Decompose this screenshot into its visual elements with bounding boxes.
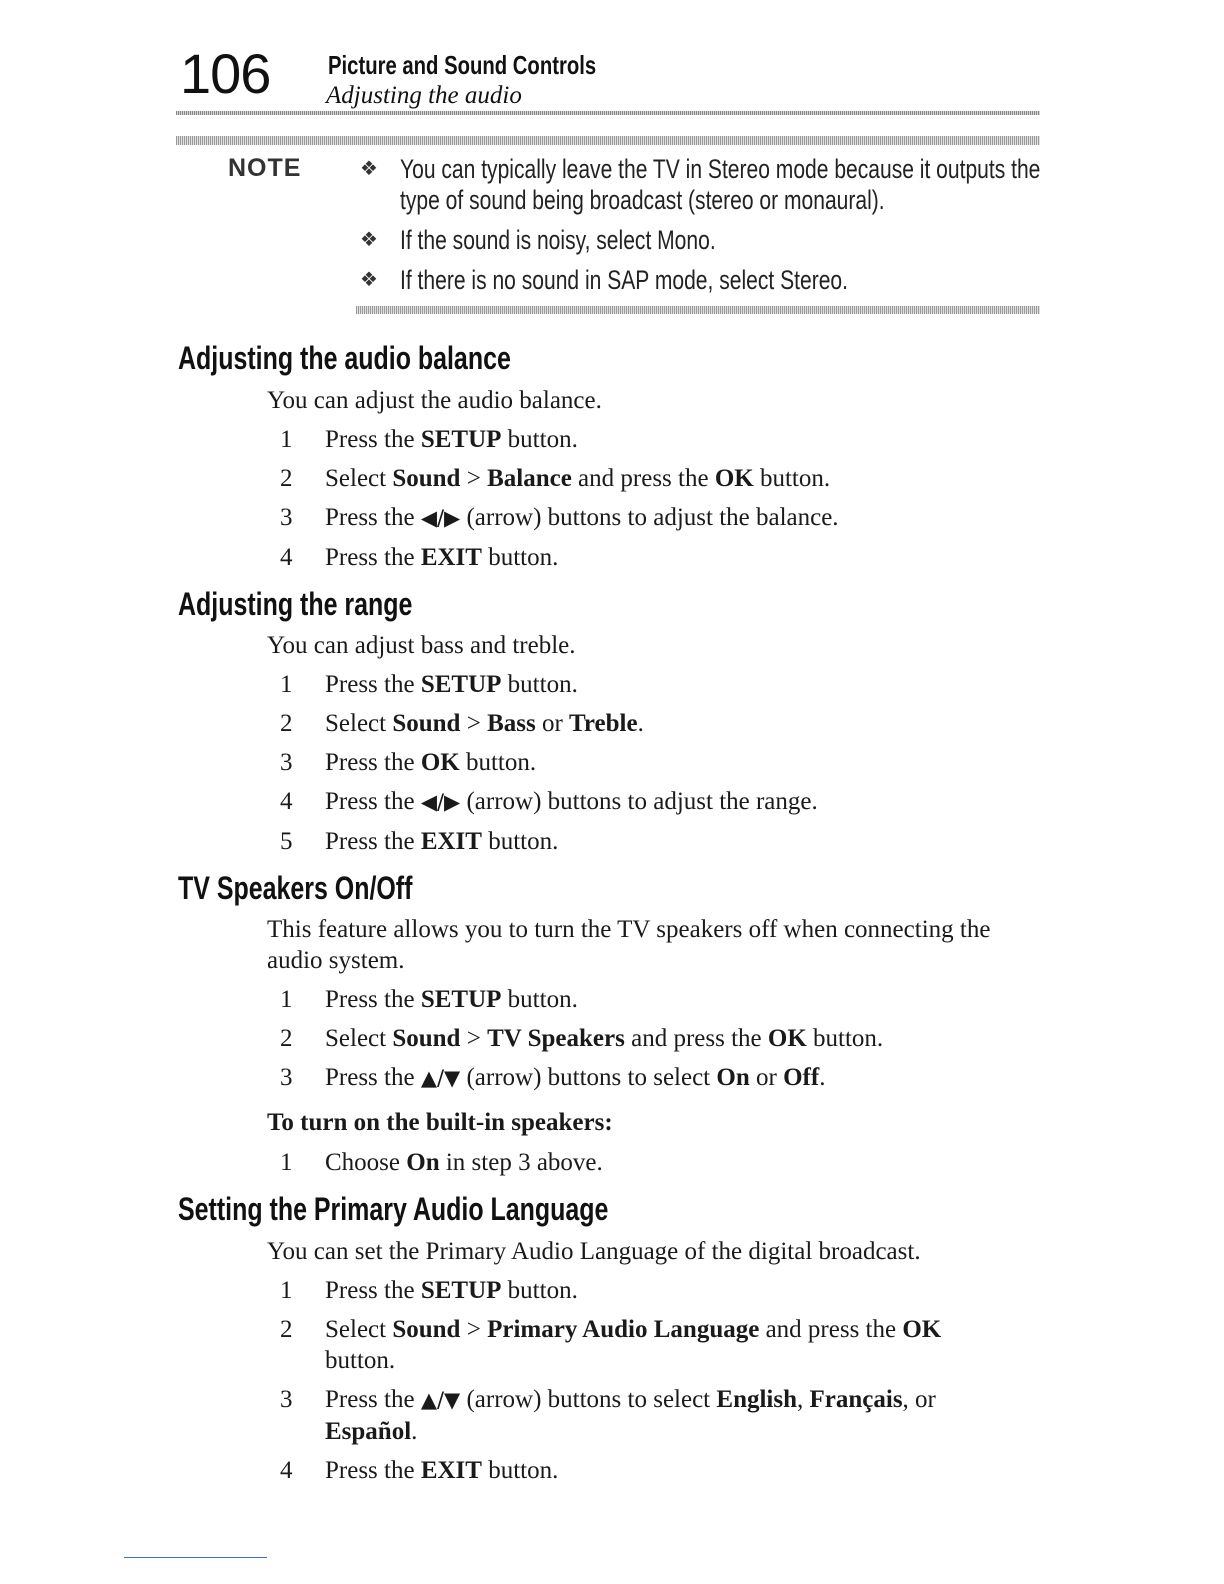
note-bottom-rule (356, 306, 1040, 314)
step-text: Choose (325, 1149, 407, 1176)
step-text: Select (325, 1025, 393, 1052)
left-right-arrow-icon: ◀/▶ (420, 506, 461, 530)
step-text: and press the (624, 1025, 768, 1052)
ui-term: Bass (487, 710, 536, 737)
step-text: > (460, 1025, 488, 1052)
ui-term: Español (325, 1418, 412, 1445)
subhead-built-in-speakers: To turn on the built-in speakers: (267, 1109, 613, 1136)
step-number: 2 (280, 710, 293, 737)
ui-term: SETUP (420, 671, 502, 698)
step-text: > (460, 710, 488, 737)
step-number: 1 (280, 1277, 293, 1304)
step-number: 1 (280, 671, 293, 698)
step-text: > (460, 1316, 488, 1343)
ui-term: EXIT (420, 828, 482, 855)
step-text: . (819, 1064, 826, 1091)
step-text: Press the (325, 1277, 421, 1304)
ui-term: Sound (392, 710, 461, 737)
step-text: Press the (325, 504, 421, 531)
step-item (280, 786, 1025, 818)
step-text: (arrow) buttons to select (460, 1386, 717, 1413)
step-number: 4 (280, 788, 293, 815)
step-text: Select (325, 710, 393, 737)
diamond-bullet-icon: ❖ (360, 156, 378, 180)
ui-term: OK (767, 1025, 807, 1052)
note-text: If the sound is noisy, select Mono. (400, 225, 716, 255)
step-text: Press the (325, 1457, 421, 1484)
steps-tv-speakers (280, 984, 1025, 1094)
step-text: and press the (759, 1316, 903, 1343)
heading-primary-audio-language: Setting the Primary Audio Language (178, 1191, 609, 1227)
ui-term: Treble (569, 710, 638, 737)
left-right-arrow-icon: ◀/▶ (420, 790, 461, 814)
step-item (280, 1384, 1015, 1447)
ui-term: Off (783, 1064, 820, 1091)
step-number: 5 (280, 828, 293, 855)
step-text: . (411, 1418, 418, 1445)
ui-term: EXIT (420, 544, 482, 571)
heading-audio-balance: Adjusting the audio balance (178, 340, 511, 376)
intro-primary-audio-language: You can set the Primary Audio Language of the digital broadcast. (267, 1238, 921, 1265)
step-text: button. (501, 1277, 578, 1304)
step-text: button. (501, 671, 578, 698)
ui-term: English (716, 1386, 797, 1413)
step-number: 1 (280, 1149, 293, 1176)
step-text: and press the (571, 465, 715, 492)
note-list (360, 154, 1120, 305)
step-text: (arrow) buttons to adjust the range. (460, 788, 818, 815)
ui-term: Balance (487, 465, 572, 492)
step-text: or (749, 1064, 784, 1091)
up-down-arrow-icon: ▲/▼ (420, 1066, 461, 1090)
intro-range: You can adjust bass and treble. (267, 632, 576, 659)
step-text: button. (325, 1347, 396, 1374)
steps-built-in-speakers (280, 1147, 1025, 1178)
step-text: button. (459, 749, 537, 776)
step-item (280, 984, 1025, 1015)
step-text: Select (325, 465, 393, 492)
step-item (280, 1062, 1025, 1094)
step-text: in step 3 above. (439, 1149, 603, 1176)
steps-range (280, 669, 1025, 857)
step-text: Press the (325, 544, 421, 571)
steps-primary-audio-language (280, 1275, 1025, 1486)
step-number: 1 (280, 986, 293, 1013)
intro-audio-balance: You can adjust the audio balance. (267, 387, 602, 414)
step-text: button. (501, 986, 578, 1013)
ui-term: TV Speakers (487, 1025, 625, 1052)
ui-term: OK (714, 465, 754, 492)
step-item (280, 502, 1025, 534)
step-text: (arrow) buttons to select (460, 1064, 717, 1091)
up-down-arrow-icon: ▲/▼ (420, 1388, 461, 1412)
diamond-bullet-icon: ❖ (360, 267, 378, 291)
step-text: button. (753, 465, 831, 492)
step-item (280, 1023, 1025, 1054)
step-number: 4 (280, 544, 293, 571)
diamond-bullet-icon: ❖ (360, 227, 378, 251)
header-rule (176, 111, 1040, 115)
heading-range: Adjusting the range (178, 586, 413, 622)
note-text: If there is no sound in SAP mode, select Stereo. (400, 265, 848, 295)
intro-tv-speakers: This feature allows you to turn the TV speakers off when connecting the audio system. (267, 916, 991, 974)
ui-term: SETUP (420, 1277, 502, 1304)
step-text: Press the (325, 1386, 421, 1413)
steps-audio-balance (280, 424, 1025, 573)
section-subtitle: Adjusting the audio (326, 82, 522, 109)
step-text: button. (481, 828, 559, 855)
step-text: Press the (325, 749, 421, 776)
ui-term: Français (809, 1386, 903, 1413)
ui-term: SETUP (420, 986, 502, 1013)
step-text: Press the (325, 426, 421, 453)
step-item (280, 669, 1025, 700)
step-item (280, 826, 1025, 857)
step-number: 2 (280, 1316, 293, 1343)
page-number: 106 (180, 42, 271, 105)
ui-term: SETUP (420, 426, 502, 453)
ui-term: On (406, 1149, 440, 1176)
step-item (280, 463, 1025, 494)
step-item (280, 1147, 1025, 1178)
step-text: or (535, 710, 570, 737)
step-number: 3 (280, 1064, 293, 1091)
step-text: (arrow) buttons to adjust the balance. (460, 504, 839, 531)
ui-term: OK (420, 749, 460, 776)
step-number: 2 (280, 1025, 293, 1052)
step-item (280, 1314, 1015, 1376)
step-text: button. (481, 1457, 559, 1484)
step-item (280, 542, 1025, 573)
step-text: Press the (325, 788, 421, 815)
footer-rule (124, 1557, 267, 1558)
ui-term: Sound (392, 1025, 461, 1052)
heading-tv-speakers: TV Speakers On/Off (178, 870, 413, 906)
step-text: , (797, 1386, 810, 1413)
step-text: Press the (325, 1064, 421, 1091)
note-label: NOTE (228, 154, 302, 182)
step-text: . (637, 710, 644, 737)
note-text: type of sound being broadcast (stereo or monaural). (400, 185, 885, 215)
note-text: You can typically leave the TV in Stereo mode because it outputs the (400, 154, 1041, 184)
step-number: 2 (280, 465, 293, 492)
step-text: Select (325, 1316, 393, 1343)
note-top-rule (176, 136, 1040, 145)
ui-term: Sound (392, 465, 461, 492)
step-text: > (460, 465, 488, 492)
ui-term: OK (902, 1316, 942, 1343)
ui-term: Sound (392, 1316, 461, 1343)
step-text: Press the (325, 671, 421, 698)
step-item (280, 424, 1025, 455)
ui-term: On (716, 1064, 750, 1091)
step-number: 1 (280, 426, 293, 453)
step-text: , or (902, 1386, 936, 1413)
note-item (360, 225, 1120, 256)
step-item (280, 708, 1025, 739)
step-number: 4 (280, 1457, 293, 1484)
step-item (280, 747, 1025, 778)
step-text: button. (501, 426, 578, 453)
step-text: Press the (325, 986, 421, 1013)
step-text: Press the (325, 828, 421, 855)
step-text: button. (481, 544, 559, 571)
step-number: 3 (280, 1386, 293, 1413)
step-item (280, 1275, 1025, 1306)
chapter-title: Picture and Sound Controls (328, 50, 597, 80)
ui-term: EXIT (420, 1457, 482, 1484)
step-number: 3 (280, 504, 293, 531)
note-item (360, 154, 1120, 216)
step-item (280, 1455, 1025, 1486)
ui-term: Primary Audio Language (487, 1316, 760, 1343)
step-text: button. (806, 1025, 884, 1052)
note-item (360, 265, 1120, 296)
step-number: 3 (280, 749, 293, 776)
